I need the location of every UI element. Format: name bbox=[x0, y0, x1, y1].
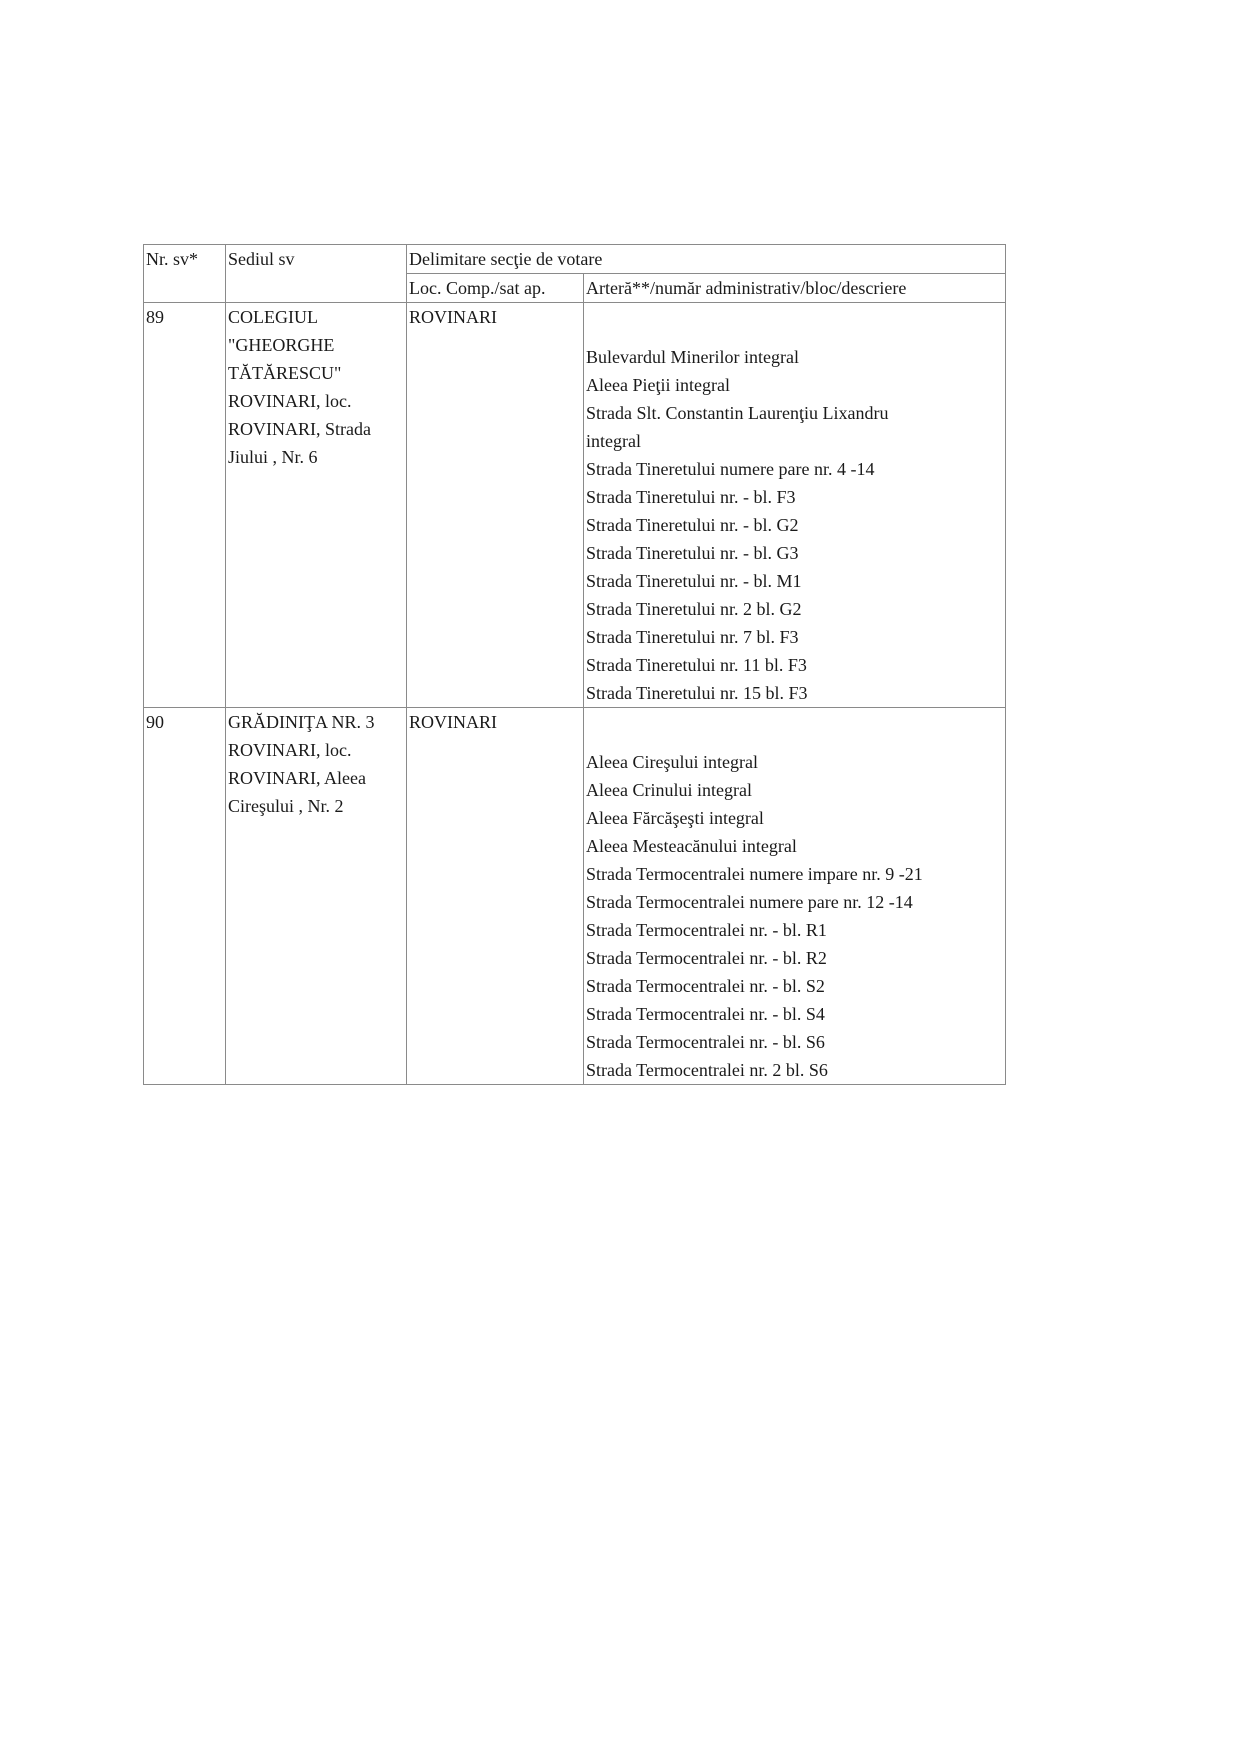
sediu-line: "GHEORGHE bbox=[228, 335, 335, 355]
sediu-line: GRĂDINIŢA NR. 3 bbox=[228, 712, 375, 732]
row-sediu bbox=[226, 303, 407, 708]
artera-line: integral bbox=[586, 431, 641, 451]
artera-line: Strada Tineretului nr. - bl. M1 bbox=[586, 571, 802, 591]
row-artere bbox=[584, 708, 1006, 1085]
header-sediu: Sediul sv bbox=[226, 245, 407, 303]
artera-line: Strada Termocentralei nr. - bl. S6 bbox=[586, 1032, 825, 1052]
artera-line: Aleea Mesteacănului integral bbox=[586, 836, 797, 856]
header-nr: Nr. sv* bbox=[144, 245, 226, 303]
row-nr: 90 bbox=[144, 708, 226, 1085]
row-sediu bbox=[226, 708, 407, 1085]
sediu-line: ROVINARI, loc. bbox=[228, 391, 352, 411]
sediu-line: ROVINARI, Aleea bbox=[228, 768, 366, 788]
artera-line: Strada Tineretului nr. 2 bl. G2 bbox=[586, 599, 802, 619]
row-loc: ROVINARI bbox=[407, 303, 584, 708]
header-row-1 bbox=[144, 245, 1006, 274]
row-nr: 89 bbox=[144, 303, 226, 708]
header-artera: Arteră**/număr administrativ/bloc/descriere bbox=[584, 274, 1006, 303]
sediu-line: ROVINARI, loc. bbox=[228, 740, 352, 760]
artera-line: Strada Tineretului numere pare nr. 4 -14 bbox=[586, 459, 875, 479]
table-row bbox=[144, 303, 1006, 708]
row-loc: ROVINARI bbox=[407, 708, 584, 1085]
artera-line: Strada Termocentralei nr. - bl. S4 bbox=[586, 1004, 825, 1024]
sediu-line: COLEGIUL bbox=[228, 307, 318, 327]
sediu-line: TĂTĂRESCU" bbox=[228, 363, 342, 383]
row-artere bbox=[584, 303, 1006, 708]
sediu-line: Cireşului , Nr. 2 bbox=[228, 796, 344, 816]
artera-line: Strada Termocentralei nr. - bl. R2 bbox=[586, 948, 827, 968]
artera-line: Bulevardul Minerilor integral bbox=[586, 347, 799, 367]
artera-line: Strada Termocentralei numere pare nr. 12 -14 bbox=[586, 892, 913, 912]
polling-stations-table bbox=[143, 244, 1006, 1085]
artera-line: Strada Tineretului nr. 11 bl. F3 bbox=[586, 655, 807, 675]
artera-line: Aleea Fărcăşeşti integral bbox=[586, 808, 764, 828]
artera-line: Strada Termocentralei nr. - bl. S2 bbox=[586, 976, 825, 996]
artera-line: Strada Tineretului nr. - bl. G3 bbox=[586, 543, 799, 563]
artera-line: Aleea Crinului integral bbox=[586, 780, 752, 800]
artera-line: Strada Tineretului nr. - bl. G2 bbox=[586, 515, 799, 535]
sediu-line: Jiului , Nr. 6 bbox=[228, 447, 318, 467]
artera-line: Strada Tineretului nr. - bl. F3 bbox=[586, 487, 796, 507]
artera-line: Strada Termocentralei nr. 2 bl. S6 bbox=[586, 1060, 828, 1080]
header-loc: Loc. Comp./sat ap. bbox=[407, 274, 584, 303]
artera-line: Strada Tineretului nr. 7 bl. F3 bbox=[586, 627, 799, 647]
table-row bbox=[144, 708, 1006, 1085]
artera-line: Aleea Pieţii integral bbox=[586, 375, 730, 395]
header-delimitare: Delimitare secţie de votare bbox=[407, 245, 1006, 274]
artera-line: Strada Tineretului nr. 15 bl. F3 bbox=[586, 683, 808, 703]
artera-line: Strada Slt. Constantin Laurenţiu Lixandru bbox=[586, 403, 889, 423]
artera-line: Strada Termocentralei nr. - bl. R1 bbox=[586, 920, 827, 940]
artera-line: Aleea Cireşului integral bbox=[586, 752, 758, 772]
sediu-line: ROVINARI, Strada bbox=[228, 419, 371, 439]
artera-line: Strada Termocentralei numere impare nr. 9 -21 bbox=[586, 864, 923, 884]
